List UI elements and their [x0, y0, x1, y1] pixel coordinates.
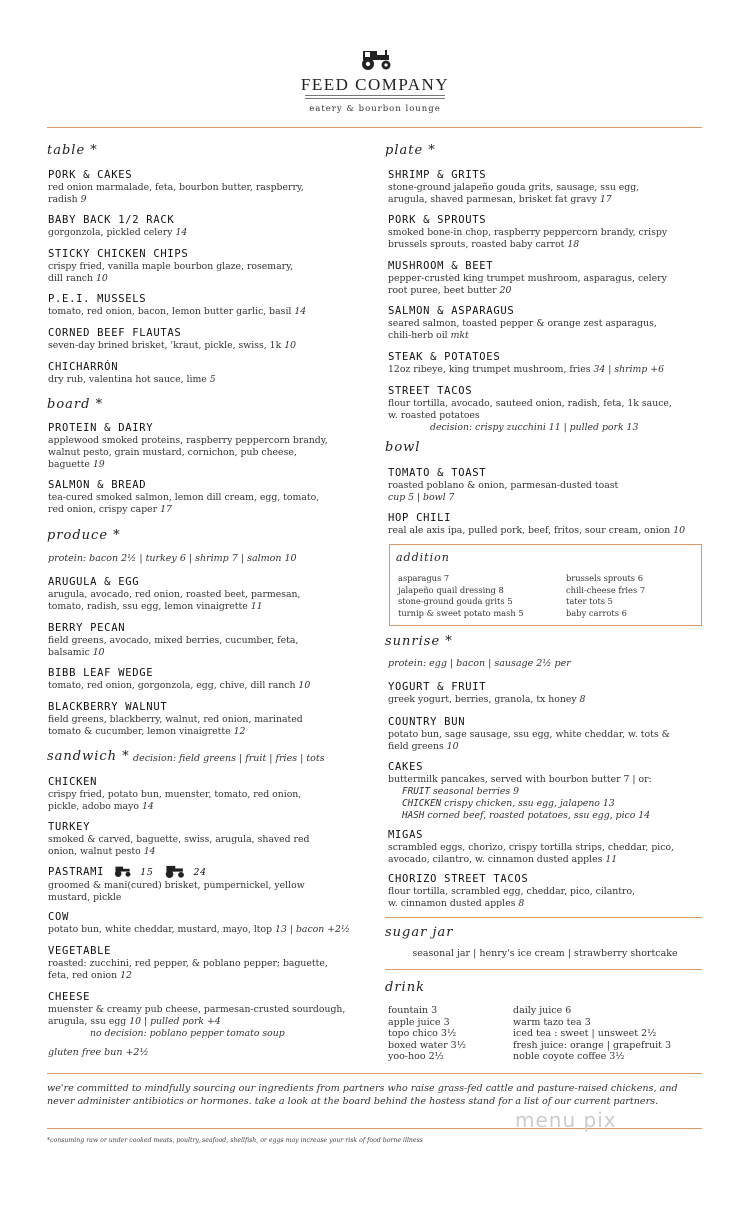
item-name: BLACKBERRY WALNUT — [48, 701, 168, 713]
item-desc: field greens — [388, 741, 444, 752]
item-price: 14 — [175, 227, 188, 238]
item-desc: tomato & cucumber, lemon vinaigrette — [48, 726, 231, 737]
item-name: P.E.I. MUSSELS — [48, 293, 147, 305]
item-price: 14 — [294, 306, 307, 317]
section-title-table: table * — [47, 143, 98, 158]
item-name: VEGETABLE — [48, 945, 112, 957]
item-name: MUSHROOM & BEET — [388, 260, 494, 272]
option-head: HASH — [402, 810, 425, 821]
addition-item: tater tots 5 — [566, 596, 613, 606]
section-title-bowl: bowl — [385, 440, 421, 455]
item-desc: tomato, red onion, gorgonzola, egg, chive, dill ranch — [48, 680, 296, 691]
menu-item — [48, 421, 368, 471]
item-desc: tomato, red onion, bacon, lemon butter garlic, basil — [48, 306, 292, 317]
cakes-option — [388, 786, 708, 798]
item-desc: field greens, avocado, mixed berries, cucumber, feta, — [48, 635, 299, 646]
menu-header — [0, 0, 750, 120]
item-desc: crispy fried, vanilla maple bourbon glaze, rosemary, — [48, 261, 294, 272]
menu-item — [388, 384, 708, 434]
drink-list-left — [388, 1005, 466, 1063]
item-desc: root puree, beet butter — [388, 285, 497, 296]
drink-item: fresh juice: orange | grapefruit 3 — [513, 1039, 672, 1051]
menu-item — [48, 621, 368, 659]
menu-item — [388, 680, 708, 706]
footer-divider — [47, 1073, 702, 1074]
item-name: CHICKEN — [48, 776, 98, 788]
menu-item — [48, 820, 368, 858]
menu-item — [48, 213, 368, 239]
item-desc: roasted: zucchini, red pepper, & poblano pepper; baguette, — [48, 958, 328, 969]
item-desc: avocado, cilantro, w. cinnamon dusted apples — [388, 854, 603, 865]
brand-underline-2 — [305, 98, 445, 99]
item-desc: balsamic — [48, 647, 90, 658]
item-name: MIGAS — [388, 829, 424, 841]
item-name: TURKEY — [48, 821, 91, 833]
item-price: 13 — [275, 924, 287, 935]
tagline: eatery & bourbon lounge — [309, 104, 441, 114]
menu-item — [48, 864, 368, 904]
item-desc: potato bun, sage sausage, ssu egg, white cheddar, w. tots & — [388, 729, 670, 740]
item-desc: crispy fried, potato bun, muenster, tomato, red onion, — [48, 789, 302, 800]
item-price: 10 — [298, 680, 311, 691]
item-name: BABY BACK 1/2 RACK — [48, 214, 175, 226]
menu-item — [388, 828, 708, 866]
item-desc: red onion marmalade, feta, bourbon butter, raspberry, — [48, 182, 304, 193]
option-text: crispy chicken, ssu egg, jalapeno 13 — [444, 798, 615, 809]
item-name: SALMON & BREAD — [48, 479, 147, 491]
food-safety-disclaimer: *consuming raw or under cooked meats, poultry, seafood, shellfish, or eggs may increase your risk of food borne illness — [47, 1137, 423, 1144]
section-title-sunrise: sunrise * — [385, 634, 453, 649]
item-name: SALMON & ASPARAGUS — [388, 305, 515, 317]
item-desc: flour tortilla, scrambled egg, cheddar, pico, cilantro, — [388, 886, 636, 897]
item-price: 20 — [499, 285, 512, 296]
gluten-free-note: gluten free bun +2½ — [48, 1047, 149, 1058]
item-desc: mustard, pickle — [48, 892, 122, 903]
item-name: COW — [48, 911, 70, 923]
menu-item — [48, 910, 368, 936]
item-extra: | bacon +2½ — [289, 924, 350, 935]
item-price: 10 — [129, 1016, 142, 1027]
item-desc: scrambled eggs, chorizo, crispy tortilla strips, cheddar, pico, — [388, 842, 675, 853]
drink-item: noble coyote coffee 3½ — [513, 1051, 625, 1062]
item-desc: radish — [48, 194, 78, 205]
cakes-option — [388, 810, 708, 822]
item-desc: gorgonzola, pickled celery — [48, 227, 173, 238]
item-desc: seared salmon, toasted pepper & orange zest asparagus, — [388, 318, 657, 329]
tractor-icon — [111, 865, 133, 877]
menu-item — [388, 213, 708, 251]
item-desc: walnut pesto, grain mustard, cornichon, pub cheese, — [48, 447, 297, 458]
item-name: ARUGULA & EGG — [48, 576, 140, 588]
item-name: SHRIMP & GRITS — [388, 169, 487, 181]
item-desc: chili-herb oil — [388, 330, 448, 341]
item-name: STICKY CHICKEN CHIPS — [48, 248, 189, 260]
item-price: 5 — [209, 374, 216, 385]
item-desc: pickle, adobo mayo — [48, 801, 139, 812]
item-desc: groomed & mani(cured) brisket, pumpernickel, yellow — [48, 880, 305, 891]
price-small: 15 — [140, 867, 154, 878]
item-desc: w. cinnamon dusted apples — [388, 898, 516, 909]
addition-item: baby carrots 6 — [566, 607, 627, 618]
item-price: 11 — [605, 854, 618, 865]
item-desc: arugula, avocado, red onion, roasted beet, parmesan, — [48, 589, 301, 600]
item-name: PORK & CAKES — [48, 169, 133, 181]
sourcing-statement: we're committed to mindfully sourcing our ingredients from partners who raise grass-fed cattle and pasture-raised chickens, and never administer antibiotics or hormones. take a look at the board behind the hostess stand for a list of our current partners. — [47, 1083, 678, 1107]
item-desc: greek yogurt, berries, granola, tx honey — [388, 694, 577, 705]
addition-item: stone-ground gouda grits 5 — [398, 596, 513, 606]
item-name: BIBB LEAF WEDGE — [48, 667, 154, 679]
item-note: decision: crispy zucchini 11 | pulled pork 13 — [430, 422, 639, 433]
item-price: 9 — [80, 194, 87, 205]
menu-item — [48, 575, 368, 613]
item-desc: brussels sprouts, roasted baby carrot — [388, 239, 565, 250]
item-desc: dry rub, valentina hot sauce, lime — [48, 374, 207, 385]
option-head: CHICKEN — [402, 798, 442, 809]
sunrise-divider — [385, 917, 702, 918]
item-desc: field greens, blackberry, walnut, red onion, marinated — [48, 714, 303, 725]
menu-item — [48, 360, 368, 386]
item-desc: tea-cured smoked salmon, lemon dill cream, egg, tomato, — [48, 492, 320, 503]
item-desc: arugula, ssu egg — [48, 1016, 127, 1027]
top-divider — [47, 127, 702, 128]
drink-item: apple juice 3 — [388, 1016, 450, 1028]
watermark: menu pix — [515, 1108, 617, 1132]
addition-title: addition — [396, 551, 450, 564]
item-price: 34 — [593, 364, 606, 375]
drink-item: daily juice 6 — [513, 1005, 572, 1016]
menu-item — [48, 944, 368, 982]
item-price: 19 — [92, 459, 105, 470]
addition-item: jalapeño quail dressing 8 — [398, 584, 504, 595]
item-name: BERRY PECAN — [48, 622, 126, 634]
item-price: 10 — [284, 340, 297, 351]
item-desc: buttermilk pancakes, served with bourbon butter 7 | or: — [388, 774, 652, 785]
item-extra: | shrimp +6 — [608, 364, 664, 375]
item-price: 11 — [250, 601, 263, 612]
item-desc: applewood smoked proteins, raspberry peppercorn brandy, — [48, 435, 328, 446]
menu-item — [48, 775, 368, 813]
item-price: 10 — [95, 273, 108, 284]
item-price: cup 5 | bowl 7 — [388, 492, 455, 503]
item-price: 17 — [160, 504, 172, 515]
menu-item — [48, 247, 368, 285]
item-price: 8 — [579, 694, 586, 705]
section-title-plate: plate * — [385, 143, 436, 158]
brand-name: FEED COMPANY — [300, 75, 450, 94]
section-title-produce: produce * — [47, 528, 121, 543]
item-desc: flour tortilla, avocado, sauteed onion, radish, feta, 1k sauce, — [388, 398, 672, 409]
price-large: 24 — [193, 867, 207, 878]
item-desc: potato bun, white cheddar, mustard, mayo, ltop — [48, 924, 273, 935]
cakes-option — [388, 798, 708, 810]
item-price: 17 — [599, 194, 612, 205]
menu-item — [388, 872, 708, 910]
item-desc: dill ranch — [48, 273, 93, 284]
item-price: mkt — [450, 330, 469, 341]
addition-item: brussels sprouts 6 — [566, 573, 643, 583]
menu-item — [48, 990, 368, 1040]
sugar-divider — [385, 969, 702, 970]
menu-item — [48, 478, 368, 516]
item-name: CHORIZO STREET TACOS — [388, 873, 529, 885]
section-title-board: board * — [47, 397, 104, 412]
item-name: COUNTRY BUN — [388, 716, 466, 728]
item-desc: smoked bone-in chop, raspberry peppercorn brandy, crispy — [388, 227, 668, 238]
sunrise-protein-note: protein: egg | bacon | sausage 2½ per — [388, 658, 571, 669]
item-price: 10 — [446, 741, 459, 752]
menu-item — [388, 760, 708, 822]
item-price: 12 — [233, 726, 246, 737]
item-desc: roasted poblano & onion, parmesan-dusted toast — [388, 480, 619, 491]
drink-item: iced tea : sweet | unsweet 2½ — [513, 1028, 657, 1039]
menu-item — [388, 304, 708, 342]
item-note: no decision: poblano pepper tomato soup — [90, 1028, 285, 1039]
option-head: FRUIT — [402, 786, 430, 797]
item-extra: | pulled pork +4 — [144, 1016, 221, 1027]
drink-item: warm tazo tea 3 — [513, 1016, 591, 1028]
drink-list-right — [513, 1005, 671, 1063]
item-name: PORK & SPROUTS — [388, 214, 487, 226]
section-title-sandwich: sandwich * — [47, 749, 130, 764]
item-name: PROTEIN & DAIRY — [48, 422, 154, 434]
drink-item: fountain 3 — [388, 1005, 438, 1016]
item-price: 10 — [92, 647, 105, 658]
sandwich-decision-note: decision: field greens | fruit | fries | tots — [133, 753, 325, 764]
item-desc: baguette — [48, 459, 90, 470]
item-desc: w. roasted potatoes — [388, 410, 480, 421]
sugar-jar-list: seasonal jar | henry's ice cream | strawberry shortcake — [412, 948, 678, 959]
item-desc: seven-day brined brisket, 'kraut, pickle, swiss, 1k — [48, 340, 282, 351]
item-name: TOMATO & TOAST — [388, 467, 487, 479]
item-desc: onion, walnut pesto — [48, 846, 141, 857]
item-name: STEAK & POTATOES — [388, 351, 501, 363]
addition-item: asparagus 7 — [398, 573, 450, 583]
item-name: STREET TACOS — [388, 385, 473, 397]
option-text: seasonal berries 9 — [432, 786, 520, 797]
tractor-icon — [355, 48, 395, 70]
item-name: CHICHARRÓN — [48, 361, 119, 373]
menu-item — [388, 168, 708, 206]
item-desc: pepper-crusted king trumpet mushroom, asparagus, celery — [388, 273, 667, 284]
item-price: 10 — [673, 525, 686, 536]
menu-item — [388, 350, 708, 376]
item-price: 8 — [518, 898, 525, 909]
menu-item — [48, 700, 368, 738]
drink-item: boxed water 3½ — [388, 1039, 466, 1051]
menu-item — [388, 259, 708, 297]
item-desc: muenster & creamy pub cheese, parmesan-crusted sourdough, — [48, 1004, 346, 1015]
item-name: YOGURT & FRUIT — [388, 681, 487, 693]
menu-item — [388, 511, 718, 537]
item-desc: tomato, radish, ssu egg, lemon vinaigrette — [48, 601, 248, 612]
addition-item: chili-cheese fries 7 — [566, 584, 646, 595]
item-price: 12 — [120, 970, 132, 981]
item-desc: real ale axis ipa, pulled pork, beef, fritos, sour cream, onion — [388, 525, 671, 536]
item-desc: arugula, shaved parmesan, brisket fat gravy — [388, 194, 597, 205]
item-desc: stone-ground jalapeño gouda grits, sausage, ssu egg, — [388, 182, 640, 193]
item-desc: 12oz ribeye, king trumpet mushroom, fries — [388, 364, 591, 375]
item-price: 18 — [567, 239, 580, 250]
item-name: CAKES — [388, 761, 424, 773]
item-name: CORNED BEEF FLAUTAS — [48, 327, 182, 339]
menu-item — [388, 715, 708, 753]
produce-protein-note: protein: bacon 2½ | turkey 6 | shrimp 7 | salmon 10 — [48, 553, 297, 564]
section-title-drink: drink — [385, 980, 425, 995]
item-name: HOP CHILI — [388, 512, 452, 524]
option-text: corned beef, roasted potatoes, ssu egg, pico 14 — [427, 810, 651, 821]
addition-box — [389, 544, 702, 626]
addition-item: turnip & sweet potato mash 5 — [398, 607, 524, 618]
tractor-icon — [161, 864, 187, 878]
drink-item: yoo-hoo 2½ — [388, 1051, 444, 1062]
item-name — [48, 864, 368, 880]
menu-item — [48, 666, 368, 692]
item-desc: red onion, crispy caper — [48, 504, 158, 515]
item-price: 14 — [143, 846, 156, 857]
section-title-sugar-jar: sugar jar — [385, 925, 454, 940]
item-desc: smoked & carved, baguette, swiss, arugula, shaved red — [48, 834, 310, 845]
item-desc: feta, red onion — [48, 970, 118, 981]
brand-underline — [305, 95, 445, 96]
menu-item — [388, 466, 708, 504]
item-name-text: PASTRAMI — [48, 866, 105, 878]
drink-item: topo chico 3½ — [388, 1028, 457, 1039]
menu-item — [48, 326, 368, 352]
menu-item — [48, 292, 368, 318]
menu-item — [48, 168, 368, 206]
item-name: CHEESE — [48, 991, 91, 1003]
item-price: 14 — [141, 801, 154, 812]
